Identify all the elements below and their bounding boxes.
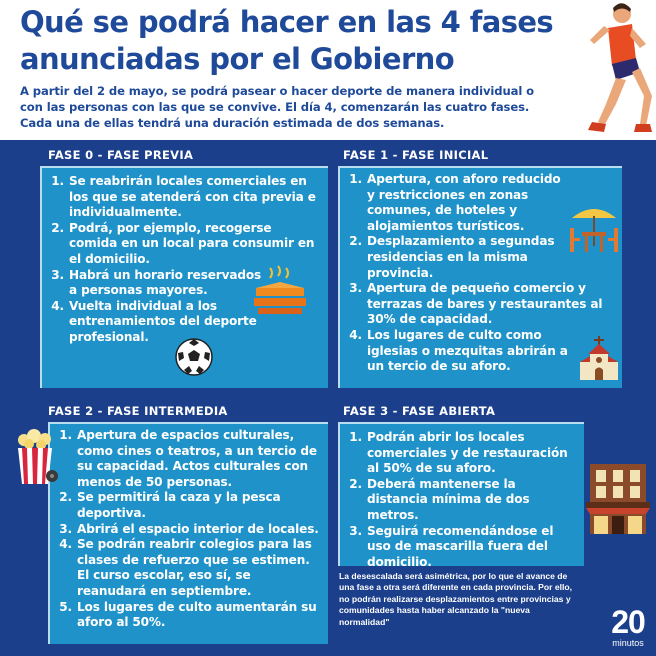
logo-number: 20 [611,604,645,640]
list-item: 3. Habrá un horario reservados a personas mayores. [68,268,322,299]
phase-3-box [338,422,584,569]
church-icon [578,336,620,382]
list-item: 2. Deberá mantenerse la distancia mínima de dos metros. [366,477,578,524]
soccer-ball-icon [174,337,214,377]
title-line: Qué se podrá hacer en las 4 fases [20,5,554,39]
runner-icon [570,0,656,140]
restaurant-building-icon [584,464,652,534]
header [0,0,656,140]
title-line: anunciadas por el Gobierno [20,42,455,76]
intro-line: Cada una de ellas tendrá una duración estimada de dos semanas. [20,115,445,130]
phase-0-list [52,168,328,346]
phase-2-list [60,424,328,631]
phase-3-label: FASE 3 - FASE ABIERTA [343,404,496,418]
pizza-box-icon [252,264,308,316]
phase-0-label: FASE 0 - FASE PREVIA [48,148,194,162]
list-item: 4. Vuelta individual a los entrenamientos del deporte profesional. [68,299,322,346]
phase-2-label: FASE 2 - FASE INTERMEDIA [48,404,228,418]
list-item: 3. Abrirá el espacio interior de locales. [76,522,322,538]
phase-1-label: FASE 1 - FASE INICIAL [343,148,489,162]
list-item: 2. Podrá, por ejemplo, recogerse comida en un local para consumir en el domicilio. [68,221,322,268]
logo-word: minutos [612,638,644,648]
list-item: 1. Se reabrirán locales comerciales en los que se atenderá con cita previa e individualmente. [68,174,322,221]
list-item: 3. Apertura de pequeño comercio y terrazas de bares y restaurantes al 30% de capacidad. [366,281,616,328]
list-item: 4. Se podrán reabrir colegios para las clases de refuerzo que se estimen. El curso escolar, eso sí, se reanudará en septiembre. [76,537,322,599]
page-title [20,4,580,78]
phase-3-list [350,424,584,570]
intro-text [20,84,560,131]
list-item: 2. Desplazamiento a segundas residencias en la misma provincia. [366,234,616,281]
intro-line: con las personas con las que se convive. El día 4, comenzarán las cuatro fases. [20,99,530,114]
phase-2-box [48,422,328,644]
list-item: 3. Seguirá recomendándose el uso de mascarilla fuera del domicilio. [366,524,578,571]
footnote: La desescalada será asimétrica, por lo que el avance de una fase a otra será diferente en cada provincia. Por ello, no podrán realizarse desplazamientos entre provincias y comunidades hasta haber alcanzado la "nueva normalidad" [339,571,573,627]
logo [603,606,653,648]
list-item: 1. Apertura de espacios culturales, como cines o teatros, a un tercio de su capacidad. Actos culturales con menos de 50 personas. [76,428,322,490]
list-item: 1. Apertura, con aforo reducido y restricciones en zonas comunes, de hoteles y alojamientos turísticos. [366,172,616,234]
list-item: 1. Podrán abrir los locales comerciales y de restauración al 50% de su aforo. [366,430,578,477]
intro-line: A partir del 2 de mayo, se podrá pasear o hacer deporte de manera individual o [20,84,535,98]
popcorn-icon [14,428,58,486]
list-item: 2. Se permitirá la caza y la pesca deportiva. [76,490,322,521]
terrace-table-icon [566,204,622,256]
list-item: 4. Los lugares de culto como iglesias o mezquitas abrirán a un tercio de su aforo. [366,328,616,375]
list-item: 5. Los lugares de culto aumentarán su aforo al 50%. [76,600,322,631]
